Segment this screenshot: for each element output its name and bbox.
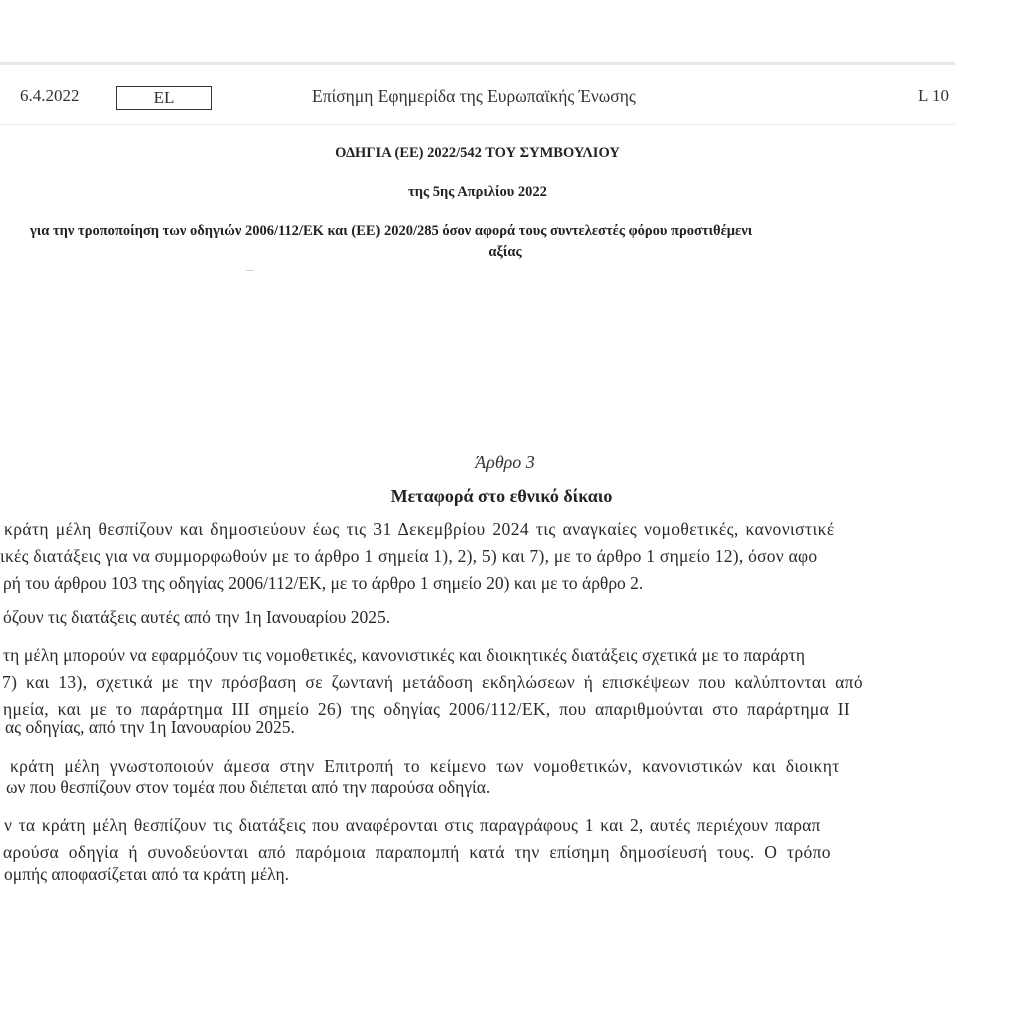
document-subject-line-2: αξίας [488,244,522,260]
article-number: Άρθρο 3 [475,452,535,472]
article-text-line: ας οδηγίας, από την 1η Ιανουαρίου 2025. [5,717,295,737]
separator-mark [246,270,254,271]
article-text-line: αρούσα οδηγία ή συνοδεύονται από παρόμοια παραπομπή κατά την επίσημη δημοσίευσή τους. Ο τρόπο [3,842,831,862]
journal-title: Επίσημη Εφημερίδα της Ευρωπαϊκής Ένωσης [312,86,636,106]
article-text-line: ν τα κράτη μέλη θεσπίζουν τις διατάξεις που αναφέρονται στις παραγράφους 1 και 2, αυτές περιέχουν παραπ [4,815,821,835]
article-title: Μεταφορά στο εθνικό δίκαιο [390,486,613,506]
language-badge: EL [116,86,212,110]
document-date: της 5ης Απριλίου 2022 [408,184,547,200]
header-top-rule [0,62,955,65]
document-title: ΟΔΗΓΙΑ (ΕΕ) 2022/542 ΤΟΥ ΣΥΜΒΟΥΛΙΟΥ [335,145,620,161]
header-bottom-rule [0,124,955,125]
article-text-line: όζουν τις διατάξεις αυτές από την 1η Ιανουαρίου 2025. [3,607,391,627]
article-text-line: ων που θεσπίζουν στον τομέα που διέπεται από την παρούσα οδηγία. [6,777,491,797]
article-text-line: ομπής αποφασίζεται από τα κράτη μέλη. [4,864,290,884]
document-subject-line-1: για την τροποποίηση των οδηγιών 2006/112/ΕΚ και (ΕΕ) 2020/285 όσον αφορά τους συντελεστές φόρου προστιθέμενι [30,223,753,239]
article-text-line: κράτη μέλη γνωστοποιούν άμεσα στην Επιτροπή το κείμενο των νομοθετικών, κανονιστικών και διοικητ [10,756,840,776]
article-text-line: τη μέλη μπορούν να εφαρμόζουν τις νομοθετικές, κανονιστικές και διοικητικές διατάξεις σχετικά με το παράρτη [3,645,806,665]
article-text-line: κράτη μέλη θεσπίζουν και δημοσιεύουν έως τις 31 Δεκεμβρίου 2024 τις αναγκαίες νομοθετικές, κανονιστικέ [4,519,835,539]
article-text-line: ημεία, και με το παράρτημα III σημείο 26) της οδηγίας 2006/112/ΕΚ, που απαριθμούνται στο παράρτημα ΙΙ [3,699,851,719]
publication-date: 6.4.2022 [20,86,80,105]
article-text-line: ικές διατάξεις για να συμμορφωθούν με το άρθρο 1 σημεία 1), 2), 5) και 7), με το άρθρο 1 σημείο 12), όσον αφο [0,546,818,566]
article-text-line: ρή του άρθρου 103 της οδηγίας 2006/112/ΕΚ, με το άρθρο 1 σημείο 20) και με το άρθρο 2. [3,573,644,593]
article-text-line: 7) και 13), σχετικά με την πρόσβαση σε ζωντανή μετάδοση εκδηλώσεων ή επισκέψεων που καλύπτονται από [2,672,863,692]
page-number: L 10 [918,86,950,105]
